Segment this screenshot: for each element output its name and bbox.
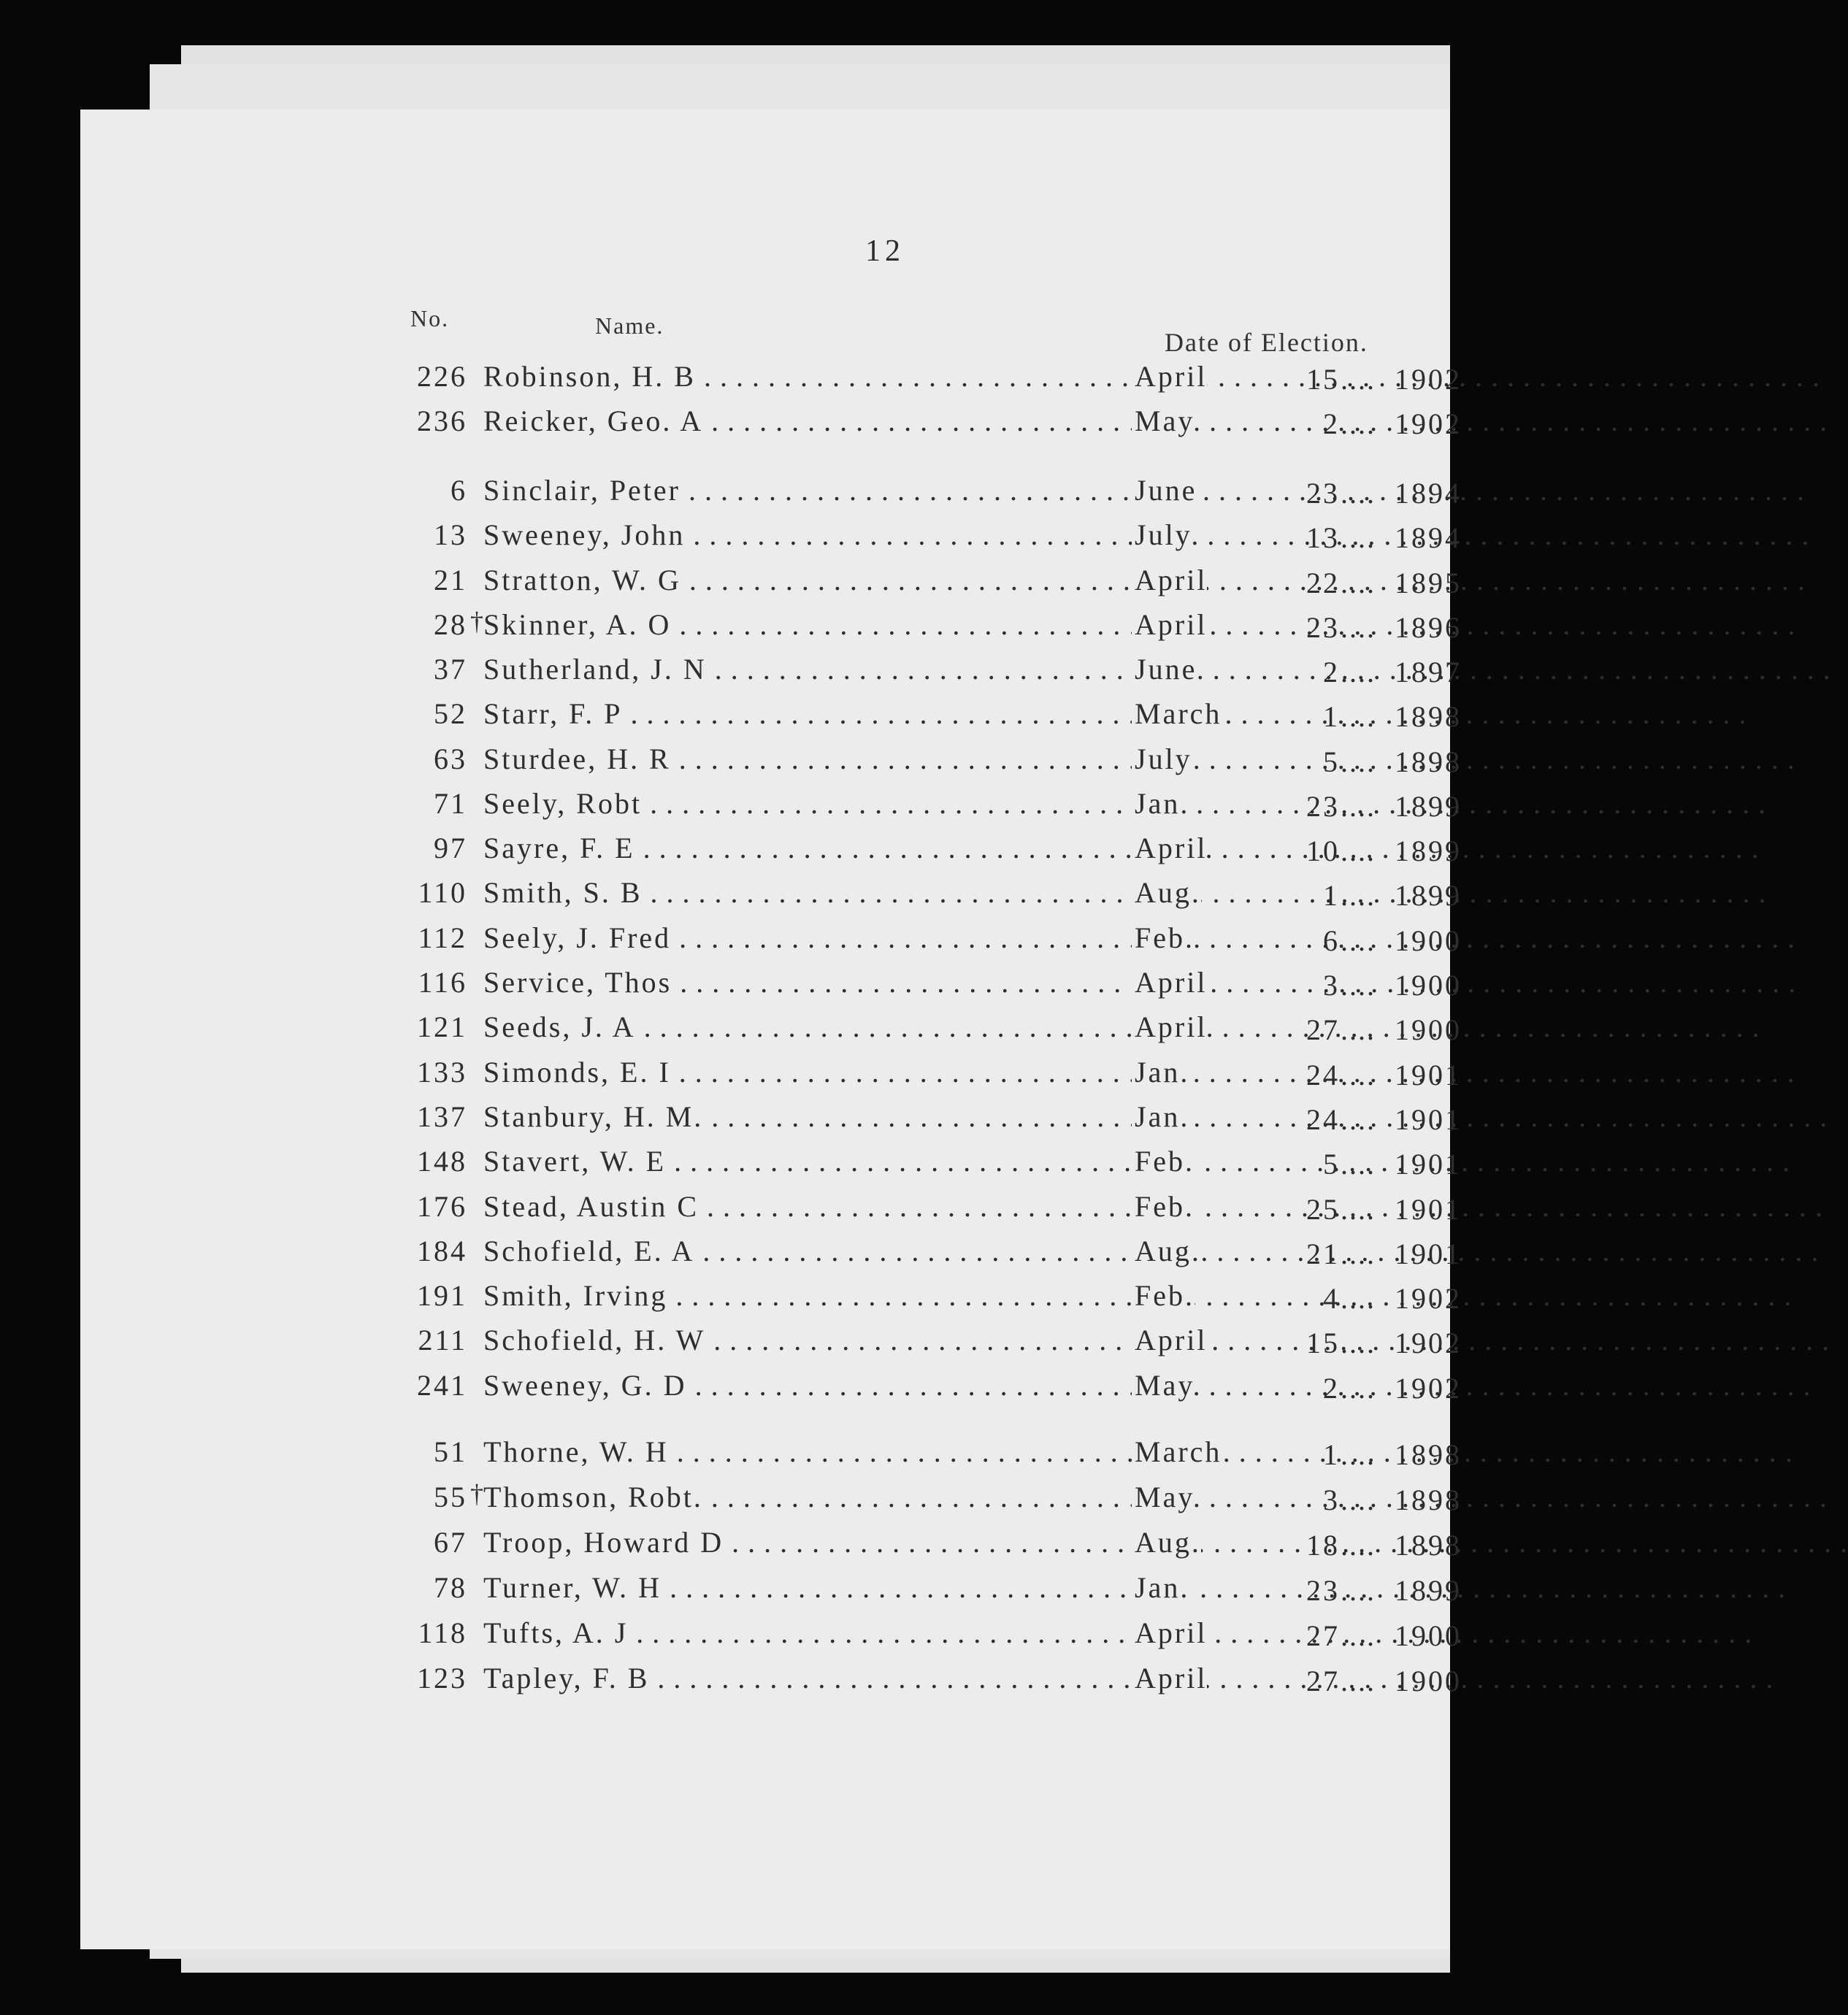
entry-name: Tapley, F. B . . . [483,1661,1126,1695]
list-item [394,1435,1462,1473]
list-item [394,1570,1462,1608]
entry-number: 226 [417,360,467,393]
election-day: 23 [1306,790,1340,823]
election-year: 1899 [1395,834,1462,867]
election-day: 15 [1306,363,1340,396]
election-day: 1 [1323,1438,1340,1471]
entry-name: Smith, Irving . . . [483,1278,1126,1313]
election-month: April [1132,607,1207,642]
date-separator: .... [1341,363,1376,396]
entry-number: 110 [418,876,467,909]
election-month: Feb. [1132,921,1195,955]
date-separator: .... [1341,700,1376,733]
election-day: 27 [1306,1619,1340,1652]
list-item [394,1368,1462,1406]
entry-number: 55 [434,1481,467,1513]
election-day: 23 [1306,477,1340,510]
election-month: Aug. [1132,1525,1201,1559]
list-item [394,742,1462,780]
election-year: 1901 [1395,1193,1462,1226]
date-separator: .... [1341,1665,1376,1697]
election-year: 1902 [1395,1372,1462,1405]
election-year: 1899 [1395,790,1462,823]
election-year: 1901 [1395,1237,1462,1270]
election-day: 5 [1323,1148,1340,1181]
entry-number: 241 [417,1369,467,1402]
entry-name: Turner, W. H . . . [483,1570,1126,1605]
election-month: April [1132,1616,1207,1650]
election-year: 1902 [1395,1327,1462,1359]
election-year: 1900 [1395,969,1462,1002]
election-day: 5 [1323,745,1340,778]
date-separator: .... [1341,1438,1376,1471]
election-year: 1896 [1395,611,1462,644]
date-separator: .... [1341,656,1376,688]
list-item [394,921,1462,959]
list-item [394,786,1462,824]
entry-name: Seely, J. Fred . . . [483,921,1126,955]
election-year: 1895 [1395,567,1462,599]
deceased-mark: † [470,1479,486,1508]
election-month: Jan. [1132,786,1189,821]
entry-number: 116 [418,966,467,999]
list-item [394,1323,1462,1361]
election-day: 18 [1306,1529,1340,1562]
list-item [394,1661,1462,1699]
election-day: 15 [1306,1327,1340,1359]
list-item [394,1479,1462,1518]
entry-name: Skinner, A. O . . . [483,607,1126,642]
election-day: 1 [1323,879,1340,912]
list-item [394,518,1462,556]
election-year: 1897 [1395,656,1462,688]
deceased-mark: † [470,607,486,636]
list-item [394,404,1462,442]
election-day: 2 [1323,407,1340,440]
election-day: 23 [1306,611,1340,644]
date-separator: .... [1341,924,1376,957]
list-item [394,652,1462,690]
election-month: April [1132,359,1207,394]
entry-name: Starr, F. P . . . [483,696,1126,731]
entry-name: Thorne, W. H . . . [483,1435,1126,1469]
entry-name: Sweeney, G. D . . . [483,1368,1126,1402]
election-year: 1901 [1395,1103,1462,1136]
election-month: April [1132,965,1207,999]
election-month: July [1132,742,1192,776]
list-item [394,607,1462,645]
election-month: June [1132,652,1197,686]
entry-name: Tufts, A. J . . . [483,1616,1126,1650]
election-day: 3 [1323,969,1340,1002]
election-day: 27 [1306,1013,1340,1046]
election-month: Jan. [1132,1055,1189,1089]
date-separator: .... [1341,745,1376,778]
election-day: 21 [1306,1237,1340,1270]
date-separator: .... [1341,1148,1376,1181]
date-separator: .... [1341,1484,1376,1516]
entry-name: Reicker, Geo. A . . . [483,404,1126,438]
entry-name: Troop, Howard D . . . [483,1525,1126,1559]
column-header-name: Name. [595,312,664,339]
entry-name: Sturdee, H. R . . . [483,742,1126,776]
list-item [394,1055,1462,1093]
date-separator: .... [1341,790,1376,823]
date-separator: .... [1341,477,1376,510]
election-month: Jan. [1132,1570,1189,1605]
date-separator: .... [1341,1327,1376,1359]
date-separator: .... [1341,1574,1376,1607]
date-separator: .... [1341,1059,1376,1091]
column-header-no: No. [410,305,450,331]
entry-number: 67 [434,1526,467,1559]
election-year: 1902 [1395,363,1462,396]
date-separator: .... [1341,1193,1376,1226]
election-month: April [1132,563,1207,597]
entry-name: Stanbury, H. M. . . . [483,1099,1126,1134]
entry-number: 123 [417,1662,467,1694]
entry-number: 236 [417,404,467,437]
entry-name: Seely, Robt . . . [483,786,1126,821]
election-day: 27 [1306,1665,1340,1697]
election-day: 3 [1323,1484,1340,1516]
entry-number: 112 [418,921,467,954]
election-year: 1901 [1395,1059,1462,1091]
entry-number: 51 [434,1435,467,1468]
entry-name: Schofield, H. W . . . [483,1323,1126,1357]
list-item [394,696,1462,734]
list-item [394,1189,1462,1227]
election-month: April [1132,1010,1207,1044]
entry-number: 148 [417,1145,467,1178]
election-month: April [1132,831,1207,865]
entry-number: 21 [434,564,467,596]
election-month: Jan. [1132,1099,1189,1134]
list-item [394,1616,1462,1654]
election-month: Feb. [1132,1189,1195,1224]
election-month: May [1132,1368,1195,1402]
election-year: 1899 [1395,1574,1462,1607]
election-day: 2 [1323,1372,1340,1405]
election-year: 1902 [1395,407,1462,440]
entry-name: Robinson, H. B . . . [483,359,1126,394]
election-year: 1901 [1395,1148,1462,1181]
election-day: 6 [1323,924,1340,957]
election-year: 1899 [1395,879,1462,912]
election-year: 1898 [1395,1438,1462,1471]
election-day: 4 [1323,1282,1340,1315]
list-item [394,359,1462,397]
entry-name: Smith, S. B . . . [483,875,1126,910]
election-day: 24 [1306,1103,1340,1136]
entry-name: Seeds, J. A . . . [483,1010,1126,1044]
entry-number: 211 [418,1324,467,1356]
date-separator: .... [1341,834,1376,867]
entry-number: 52 [434,697,467,730]
entry-number: 133 [417,1056,467,1089]
election-year: 1900 [1395,1665,1462,1697]
election-month: Feb. [1132,1144,1195,1178]
election-month: April [1132,1661,1207,1695]
entry-name: Stratton, W. G . . . [483,563,1126,597]
election-day: 2 [1323,656,1340,688]
entry-number: 28 [434,608,467,641]
election-year: 1898 [1395,1484,1462,1516]
date-separator: .... [1341,521,1376,554]
list-item [394,1278,1462,1316]
date-separator: .... [1341,567,1376,599]
election-month: May [1132,1480,1195,1514]
entry-name: Stavert, W. E . . . [483,1144,1126,1178]
election-year: 1900 [1395,1619,1462,1652]
election-year: 1902 [1395,1282,1462,1315]
date-separator: .... [1341,1372,1376,1405]
election-month: March [1132,1435,1222,1469]
entry-name: Sayre, F. E . . . [483,831,1126,865]
date-separator: .... [1341,1237,1376,1270]
column-header-date: Date of Election. [1165,328,1368,357]
entry-number: 191 [417,1279,467,1312]
list-item [394,473,1462,511]
date-separator: .... [1341,1013,1376,1046]
entry-number: 71 [434,787,467,820]
date-separator: .... [1341,611,1376,644]
election-day: 22 [1306,567,1340,599]
election-year: 1900 [1395,924,1462,957]
election-day: 25 [1306,1193,1340,1226]
entry-name: Thomson, Robt. . . . [483,1480,1126,1514]
entry-number: 118 [418,1616,467,1649]
entry-number: 184 [417,1235,467,1267]
list-item [394,1234,1462,1272]
election-month: June [1132,473,1197,507]
entry-number: 63 [434,742,467,775]
date-separator: .... [1341,1282,1376,1315]
entry-number: 78 [434,1571,467,1604]
election-month: Aug. [1132,875,1201,910]
entry-name: Simonds, E. I . . . [483,1055,1126,1089]
page-number: 12 [865,234,905,268]
entry-name: Sutherland, J. N . . . [483,652,1126,686]
date-separator: .... [1341,879,1376,912]
election-year: 1898 [1395,1529,1462,1562]
election-year: 1900 [1395,1013,1462,1046]
entry-name: Sinclair, Peter . . . [483,473,1126,507]
election-month: July [1132,518,1192,552]
entry-number: 13 [434,518,467,551]
date-separator: .... [1341,1103,1376,1136]
entry-name: Service, Thos . . . [483,965,1126,999]
entry-name: Schofield, E. A . . . [483,1234,1126,1268]
entry-number: 6 [451,474,467,507]
election-month: April [1132,1323,1207,1357]
entry-number: 97 [434,832,467,864]
list-item [394,1525,1462,1563]
list-item [394,1010,1462,1048]
date-separator: .... [1341,407,1376,440]
entry-number: 121 [417,1010,467,1043]
entry-number: 176 [417,1190,467,1223]
list-item [394,1099,1462,1137]
election-day: 10 [1306,834,1340,867]
election-day: 24 [1306,1059,1340,1091]
election-year: 1898 [1395,745,1462,778]
date-separator: .... [1341,969,1376,1002]
date-separator: .... [1341,1529,1376,1562]
election-year: 1894 [1395,477,1462,510]
entry-number: 37 [434,653,467,686]
entry-name: Stead, Austin C . . . [483,1189,1126,1224]
election-month: Feb. [1132,1278,1195,1313]
election-day: 23 [1306,1574,1340,1607]
list-item [394,831,1462,869]
election-month: March [1132,696,1222,731]
election-month: May [1132,404,1195,438]
list-item [394,875,1462,913]
list-item [394,563,1462,601]
entry-number: 137 [417,1100,467,1133]
list-item [394,965,1462,1003]
election-day: 1 [1323,700,1340,733]
list-item [394,1144,1462,1182]
election-year: 1894 [1395,521,1462,554]
election-year: 1898 [1395,700,1462,733]
entry-name: Sweeney, John . . . [483,518,1126,552]
date-separator: .... [1341,1619,1376,1652]
election-month: Aug. [1132,1234,1201,1268]
election-day: 13 [1306,521,1340,554]
